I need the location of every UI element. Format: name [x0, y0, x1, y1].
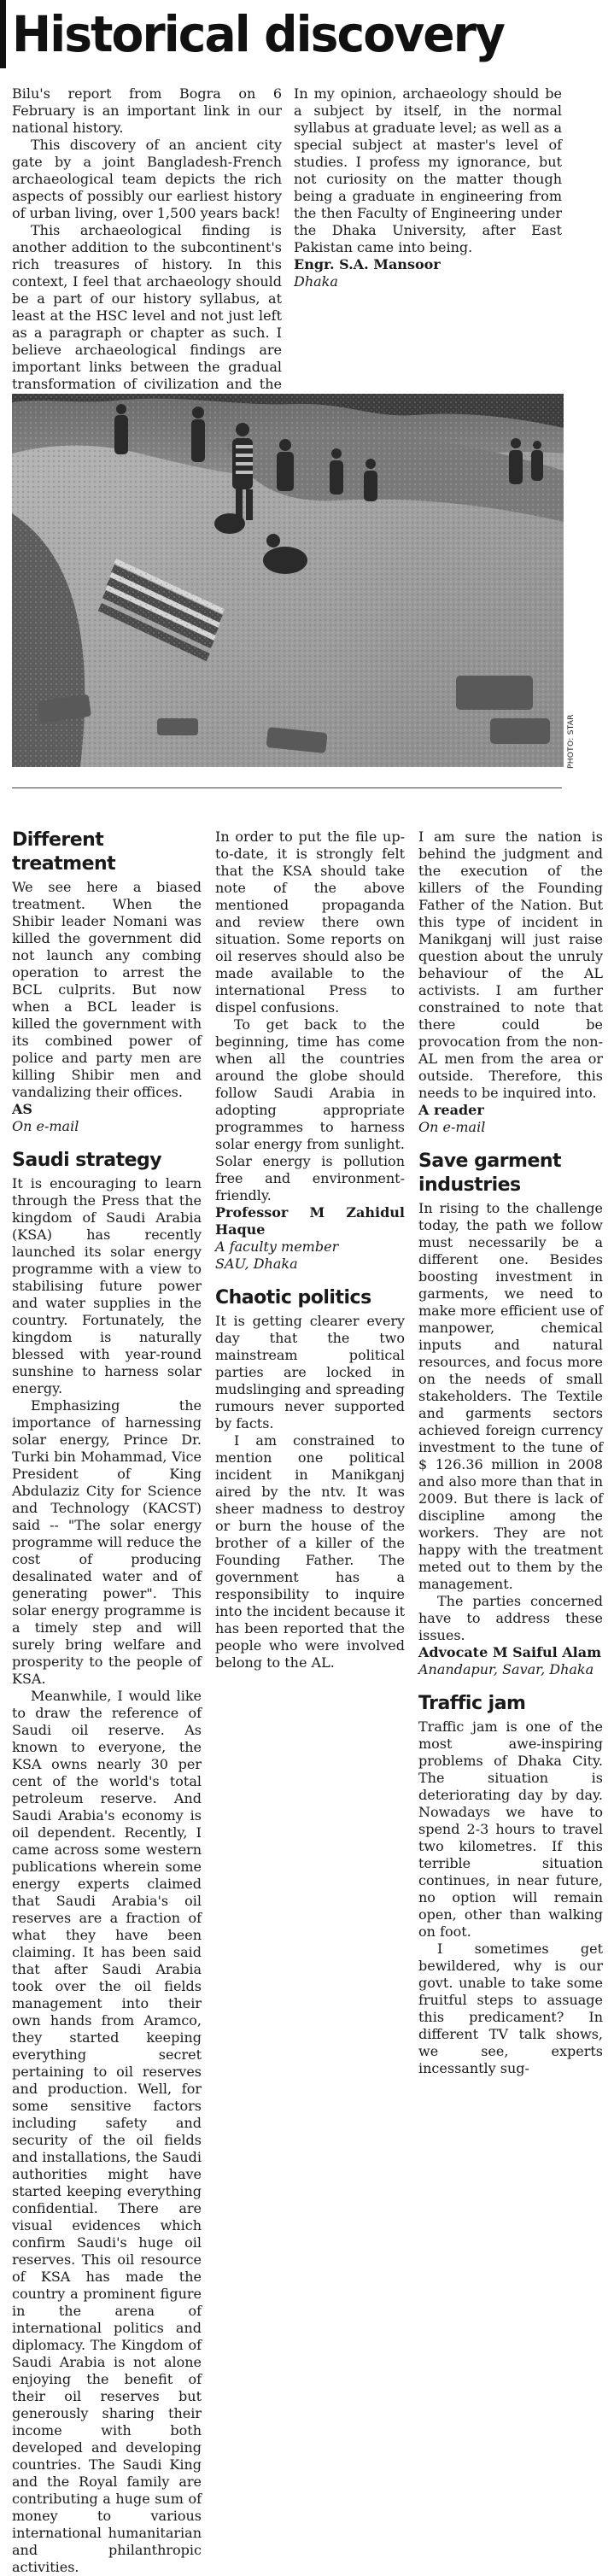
spacer	[12, 1135, 202, 1149]
signature: Professor M Zahidul Haque	[215, 1204, 405, 1238]
location: Dhaka	[294, 273, 338, 290]
paragraph: I am constrained to mention one political incident in Manikganj aired by the ntv. It was sheer madness to destroy or burn the house of the brother of a killer of the Founding Father. The government has a responsibility to inquire into the incident because it has been reported that the people who were involved belong to the AL.	[215, 1432, 405, 1671]
role: A faculty member	[215, 1238, 339, 1255]
letter-historical-discovery-column-2	[294, 85, 562, 290]
letter-heading: Traffic jam	[418, 1693, 526, 1714]
letter-heading: Chaotic politics	[215, 1287, 371, 1308]
paragraph: The parties concerned have to address these issues.	[418, 1593, 603, 1643]
paragraph: This archaeological finding is another addition to the subcontinent's rich treasures of history. In this context, I feel that archaeology should be a part of our history syllabus, at least at the HSC level and not just left as a paragraph or chapter as such. I believe archaeological findings are important links between the gradual transformation of civilization and the	[12, 222, 282, 392]
paragraph: We see here a biased treatment. When the Shibir leader Nomani was killed the government did not launch any combing operation to arrest the BCL culprits. But now when a BCL leader is killed the government with its combined power of police and party men are killing Shibir men and vandalizing their offices.	[12, 879, 202, 1100]
excavation-photo-image	[12, 394, 564, 767]
paragraph: It is encouraging to learn through the Press that the kingdom of Saudi Arabia (KSA) has recently launched its solar energy programme with a view to stabilising future power and water supplies in the country. Fortunately, the kingdom is naturally blessed with year-round sunshine to harness solar energy.	[12, 1175, 202, 1396]
paragraph: Bilu's report from Bogra on 6 February is an important link in our national history.	[12, 85, 282, 136]
location: SAU, Dhaka	[215, 1256, 298, 1272]
excavation-photo	[12, 394, 564, 767]
location: On e-mail	[418, 1119, 486, 1135]
letter-heading: Save garment industries	[418, 1150, 562, 1196]
section-divider	[12, 787, 562, 788]
paragraph: I am sure the nation is behind the judgment and the execution of the killers of the Founding Father of the Nation. But this type of incident in Manikganj will just raise question about the unruly behaviour of the AL activists. I am further constrained to note that there could be provocation from the non-AL men from the area or outside. Therefore, this needs to be inquired into.	[418, 828, 603, 1101]
paragraph: In rising to the challenge today, the path we follow must necessarily be a different one. Besides boosting investment in garments, we need to make more efficient use of manpower, chemical inputs and natural resources, and focus more on the needs of small stakeholders. The Textile and garments sectors achieved foreign currency investment to the tune of $ 126.36 million in 2008 and also more than that in 2009. But there is lack of discipline among the workers. They are not happy with the treatment meted out to them by the management.	[418, 1200, 603, 1592]
paragraph: Emphasizing the importance of harnessing solar energy, Prince Dr. Turki bin Mohammad, Vice President of King Abdulaziz City for Science and Technology (KACST) said -- "The solar energy programme will reduce the cost of producing desalinated water and of generating power". This solar energy programme is a timely step and will surely bring welfare and prosperity to the people of KSA.	[12, 1397, 202, 1687]
letter-heading: Different treatment	[12, 829, 116, 875]
letter-heading: Saudi strategy	[12, 1150, 162, 1171]
location: On e-mail	[12, 1118, 79, 1134]
paragraph: It is getting clearer every day that the two mainstream political parties are locked in mudslinging and spreading rumours never supported by facts.	[215, 1313, 405, 1431]
signature: Advocate M Saiful Alam	[418, 1644, 602, 1660]
letters-column-3	[418, 828, 603, 2077]
paragraph: Meanwhile, I would like to draw the reference of Saudi oil reserve. As known to everyone, the KSA owns nearly 30 per cent of the world's total petroleum reserve. And Saudi Arabia's economy is oil dependent. Recently, I came across some western publications wherein some energy experts claimed that Saudi Arabia's oil reserves are a fraction of what they have been claiming. It has been said that after Saudi Arabia took over the oil fields management into their own hands from Aramco, they started keeping everything secret pertaining to oil reserves and production. Well, for some sensitive factors including safety and security of the oil fields and installations, the Saudi authorities might have started keeping everything confidential. There are visual evidences which confirm Saudi's huge oil reserves. This oil resource of KSA has made the country a prominent figure in the arena of international politics and diplomacy. The Kingdom of Saudi Arabia is not alone enjoying the benefit of their oil reserves but generously sharing their income with both developed and developing countries. The Saudi King and the Royal family are contributing a huge sum of money to various international humanitarian and philanthropic activities.	[12, 1688, 202, 2575]
letters-column-1	[12, 828, 202, 2576]
signature: AS	[12, 1101, 32, 1117]
letters-column-2	[215, 828, 405, 1671]
location: Anandapur, Savar, Dhaka	[418, 1661, 594, 1677]
paragraph: To get back to the beginning, time has come when all the countries around the globe should follow Saudi Arabia in adopting appropriate programmes to harness solar energy from sunlight. Solar energy is pollution free and environment-friendly.	[215, 1016, 405, 1203]
photo-credit-text: PHOTO: STAR	[567, 714, 576, 769]
photo-credit	[567, 709, 577, 769]
spacer	[418, 1678, 603, 1692]
letter-historical-discovery-column-1	[12, 85, 282, 427]
paragraph: Traffic jam is one of the most awe-inspiring problems of Dhaka City. The situation is deteriorating day by day. Nowadays we have to spend 2-3 hours to travel two kilometres. If this terrible situation continues, in near future, no option will remain open, other than walking on foot.	[418, 1718, 603, 1940]
spacer	[215, 1273, 405, 1286]
paragraph: I sometimes get bewildered, why is our govt. unable to take some fruitful steps to assuage this predicament? In different TV talk shows, we see, experts incessantly sug-	[418, 1941, 603, 2076]
paragraph: In order to put the file up-to-date, it is strongly felt that the KSA should take note of the above mentioned propaganda and review there own situation. Some reports on oil reserves should also be made available to the international Press to dispel confusions.	[215, 828, 405, 1016]
title-bar	[0, 0, 6, 68]
paragraph: In my opinion, archaeology should be a subject by itself, in the normal syllabus at graduate level; as well as a special subject at master's level of studies. I profess my ignorance, but not curiosity on the matter though being a graduate in engineering from the then Faculty of Engineering under the Dhaka University, after East Pakistan came into being.	[294, 85, 562, 255]
signature: Engr. S.A. Mansoor	[294, 256, 441, 272]
page-title: Historical discovery	[12, 5, 504, 63]
spacer	[418, 1136, 603, 1150]
paragraph: This discovery of an ancient city gate by a joint Bangladesh-French archaeological team depicts the rich aspects of possibly our earliest history of urban living, over 1,500 years back!	[12, 137, 282, 221]
signature: A reader	[418, 1102, 484, 1118]
